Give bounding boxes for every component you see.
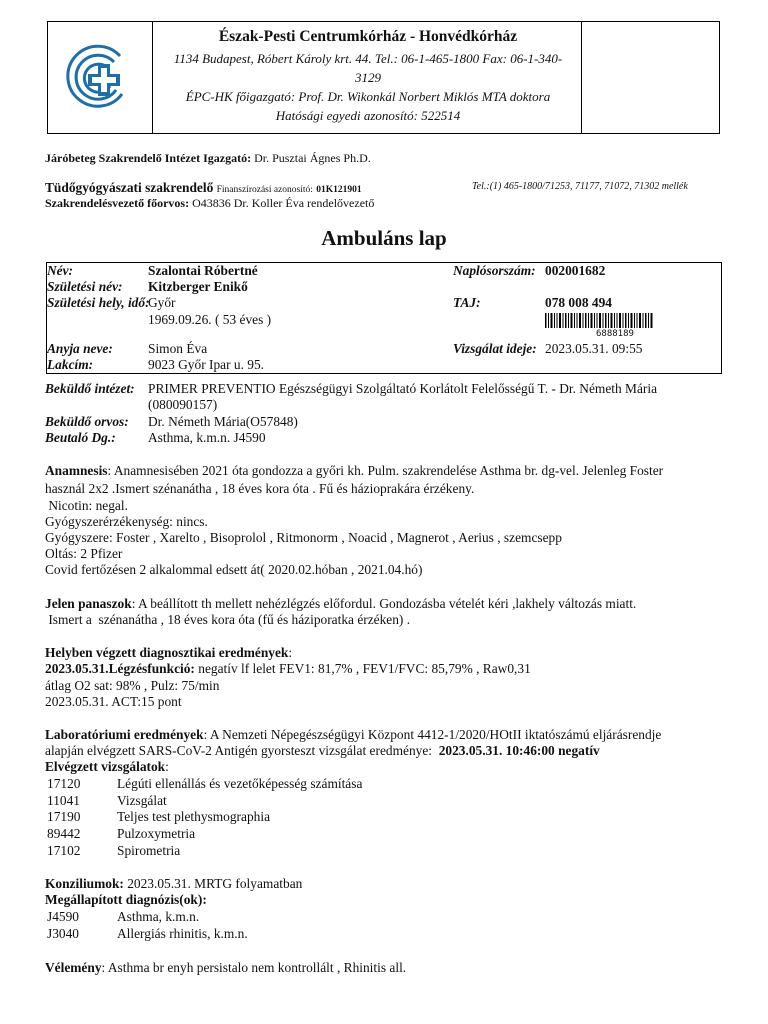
department-head: Szakrendelésvezető főorvos: O43836 Dr. Koller Éva rendelővezető bbox=[45, 196, 375, 210]
consult-line: Konziliumok: 2023.05.31. MRTG folyamatban bbox=[45, 876, 303, 891]
exam-time: 2023.05.31. 09:55 bbox=[545, 341, 643, 356]
procedure-name: Teljes test plethysmographia bbox=[117, 809, 271, 824]
procedures-heading: Elvégzett vizsgálatok: bbox=[45, 759, 169, 774]
procedure-name: Légúti ellenállás és vezetőképesség számítása bbox=[117, 776, 363, 791]
exam-label: Vizsgálat ideje: bbox=[453, 341, 537, 356]
referral-dg-label: Beutaló Dg.: bbox=[45, 430, 116, 445]
procedure-name: Spirometria bbox=[117, 843, 181, 858]
birthname-label: Születési név: bbox=[47, 279, 123, 294]
page-title: Ambuláns lap bbox=[321, 226, 447, 250]
diagnostics-sat: átlag O2 sat: 98% , Pulz: 75/min bbox=[45, 678, 220, 693]
empty-cell bbox=[581, 22, 719, 133]
referral-inst-cont: (080090157) bbox=[148, 397, 218, 412]
diagnostics-lf: 2023.05.31.Légzésfunkció: negatív lf lelet FEV1: 81,7% , FEV1/FVC: 85,79% , Raw0,31 bbox=[45, 661, 531, 676]
diagnostics-heading: Helyben végzett diagnosztikai eredmények: bbox=[45, 645, 293, 660]
referral-inst: PRIMER PREVENTIO Egészségügyi Szolgáltató Korlátolt Felelősségű T. - Dr. Németh Mária bbox=[148, 381, 658, 396]
barcode-number: 6888189 bbox=[596, 329, 634, 339]
diagnosis-name: Asthma, k.m.n. bbox=[117, 909, 200, 924]
diagnosis-name: Allergiás rhinitis, k.m.n. bbox=[117, 926, 248, 941]
hospital-authority-id: Hatósági egyedi azonosító: 522514 bbox=[275, 108, 461, 123]
lab-line: Laboratóriumi eredmények: A Nemzeti Népegészségügyi Központ 4412-1/2020/HOtII iktatószámú eljárásrendje bbox=[45, 727, 662, 742]
procedure-code: 17102 bbox=[47, 843, 81, 858]
patient-birthname: Kitzberger Enikő bbox=[148, 279, 248, 294]
referral-doctor: Dr. Németh Mária(O57848) bbox=[148, 414, 298, 429]
mother-name: Simon Éva bbox=[148, 341, 208, 356]
hospital-address: 1134 Budapest, Róbert Károly krt. 44. Tel.: 06-1-465-1800 Fax: 06-1-340- bbox=[173, 51, 563, 66]
patient-box bbox=[46, 262, 722, 374]
anamnesis-drugs: Gyógyszere: Foster , Xarelto , Bisoprolol , Ritmonorm , Noacid , Magnerot , Aerius , szemcsepp bbox=[45, 530, 562, 545]
logo-cell bbox=[48, 22, 153, 133]
referral-dg: Asthma, k.m.n. J4590 bbox=[148, 430, 266, 445]
anamnesis-text: használ 2x2 .Ismert szénanátha , 18 éves kora óta . Fű és házioprakára érzékeny. bbox=[45, 481, 475, 496]
patient-address: 9023 Győr Ipar u. 95. bbox=[148, 357, 265, 372]
complaints-line: Jelen panaszok: A beállított th mellett nehézlégzés előfordul. Gondozásba vételét kéri ,lakhely változás miatt. bbox=[45, 596, 637, 611]
taj-label: TAJ: bbox=[453, 295, 481, 310]
department-phone: Tel.:(1) 465-1800/71253, 71177, 71072, 71302 mellék bbox=[472, 181, 688, 192]
procedure-name: Pulzoxymetria bbox=[117, 826, 196, 841]
procedure-code: 89442 bbox=[47, 826, 81, 841]
diagnosis-code: J4590 bbox=[47, 909, 79, 924]
anamnesis-nicotin: Nicotin: negal. bbox=[45, 498, 128, 513]
department-name: Tüdőgyógyászati szakrendelő bbox=[45, 180, 214, 195]
diagnosis-code: J3040 bbox=[47, 926, 79, 941]
birth-label: Születési hely, idő: bbox=[47, 295, 150, 310]
name-label: Név: bbox=[47, 263, 74, 278]
diagnostics-act: 2023.05.31. ACT:15 pont bbox=[45, 694, 182, 709]
anamnesis-drug-sensitivity: Gyógyszerérzékenység: nincs. bbox=[45, 514, 208, 529]
mother-label: Anyja neve: bbox=[47, 341, 113, 356]
header-table bbox=[47, 21, 720, 134]
patient-name: Szalontai Róbertné bbox=[148, 263, 258, 278]
procedure-code: 17190 bbox=[47, 809, 81, 824]
opinion-line: Vélemény: Asthma br enyh persistalo nem kontrollált , Rhinitis all. bbox=[45, 960, 407, 975]
birth-place: Győr bbox=[148, 295, 176, 310]
department-line: Tüdőgyógyászati szakrendelő Finanszírozási azonosító: 01K121901 bbox=[45, 180, 362, 195]
address-label: Lakcím: bbox=[47, 357, 94, 372]
diagnoses-heading: Megállapított diagnózis(ok): bbox=[45, 892, 207, 907]
anamnesis-covid: Covid fertőzésen 2 alkalommal edsett át( 2020.02.hóban , 2021.04.hó) bbox=[45, 562, 423, 577]
hospital-address-cont: 3129 bbox=[355, 70, 381, 85]
hospital-director: ÉPC-HK főigazgató: Prof. Dr. Wikonkál Norbert Miklós MTA doktora bbox=[185, 89, 551, 104]
birth-date: 1969.09.26. ( 53 éves ) bbox=[148, 312, 272, 327]
institute-director: Járóbeteg Szakrendelő Intézet Igazgató: Dr. Pusztai Ágnes Ph.D. bbox=[45, 151, 371, 165]
hospital-name: Észak-Pesti Centrumkórház - Honvédkórház bbox=[218, 28, 518, 45]
hospital-cross-logo-icon bbox=[62, 42, 134, 114]
procedure-name: Vizsgálat bbox=[117, 793, 167, 808]
hospital-info bbox=[153, 22, 583, 125]
log-number: 002001682 bbox=[545, 263, 606, 278]
lab-result: alapján elvégzett SARS-CoV-2 Antigén gyorsteszt vizsgálat eredménye: 2023.05.31. 10:46:00 negatív bbox=[45, 743, 600, 758]
barcode-icon bbox=[545, 313, 653, 328]
taj-number: 078 008 494 bbox=[545, 295, 612, 310]
referral-doctor-label: Beküldő orvos: bbox=[45, 414, 129, 429]
procedure-code: 17120 bbox=[47, 776, 81, 791]
anamnesis-vaccine: Oltás: 2 Pfizer bbox=[45, 546, 123, 561]
complaints-text: Ismert a szénanátha , 18 éves kora óta (fű és háziporatka érzéken) . bbox=[45, 612, 411, 627]
log-label: Naplósorszám: bbox=[453, 263, 536, 278]
procedure-code: 11041 bbox=[47, 793, 80, 808]
anamnesis-line: Anamnesis: Anamnesisében 2021 óta gondozza a győri kh. Pulm. szakrendelése Asthma br. dg-vel. Jelenleg Foster bbox=[45, 463, 664, 478]
referral-inst-label: Beküldő intézet: bbox=[45, 381, 135, 396]
